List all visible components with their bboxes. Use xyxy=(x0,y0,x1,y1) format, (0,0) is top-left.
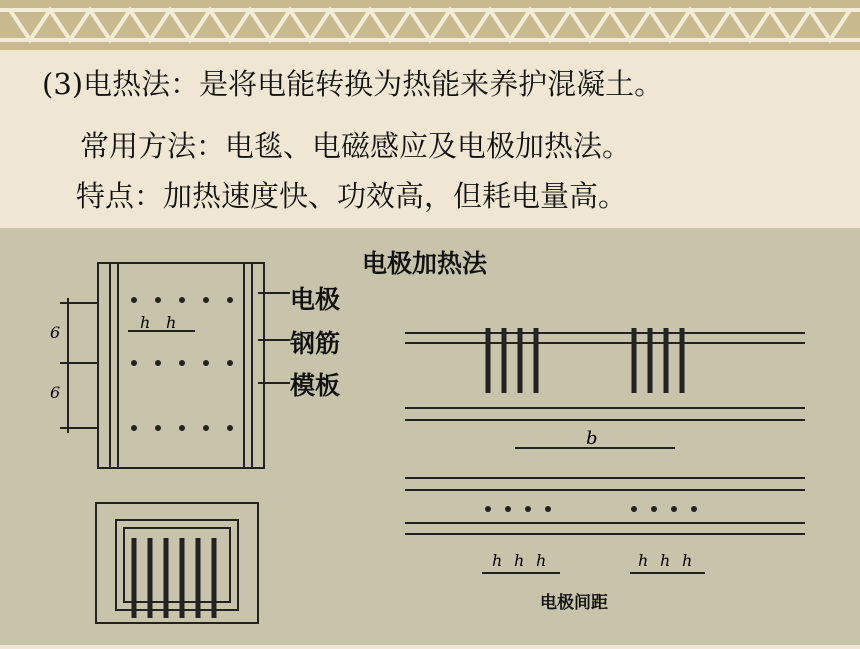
dim-h-label: h xyxy=(492,551,503,570)
slide-text-area xyxy=(0,50,860,228)
dim-h-label: h xyxy=(166,313,177,332)
dim-h-label: h xyxy=(140,313,151,332)
dim-6-label: 6 xyxy=(50,323,61,342)
figure-drawing xyxy=(0,228,860,645)
legend-electrode: 电极 xyxy=(290,285,341,314)
dim-h-label: h xyxy=(660,551,671,570)
method-heading: (3)电热法：是将电能转换为热能来养护混凝土。 xyxy=(42,67,664,101)
dim-h-label: h xyxy=(682,551,693,570)
dim-h-label: h xyxy=(536,551,547,570)
figure-title: 电极加热法 xyxy=(362,249,488,278)
dim-h-label: h xyxy=(514,551,525,570)
decorative-border xyxy=(0,0,860,50)
figure-caption: 电极间距 xyxy=(540,593,608,613)
dim-h-label: h xyxy=(638,551,649,570)
legend-rebar: 钢筋 xyxy=(290,329,341,358)
characteristics-line: 特点：加热速度快、功效高，但耗电量高。 xyxy=(76,179,628,213)
electrode-heating-figure xyxy=(0,228,860,645)
dim-b-label: b xyxy=(586,428,598,449)
common-methods-line: 常用方法：电毯、电磁感应及电极加热法。 xyxy=(80,129,632,163)
dim-6-label: 6 xyxy=(50,383,61,402)
legend-formwork: 模板 xyxy=(290,371,341,400)
